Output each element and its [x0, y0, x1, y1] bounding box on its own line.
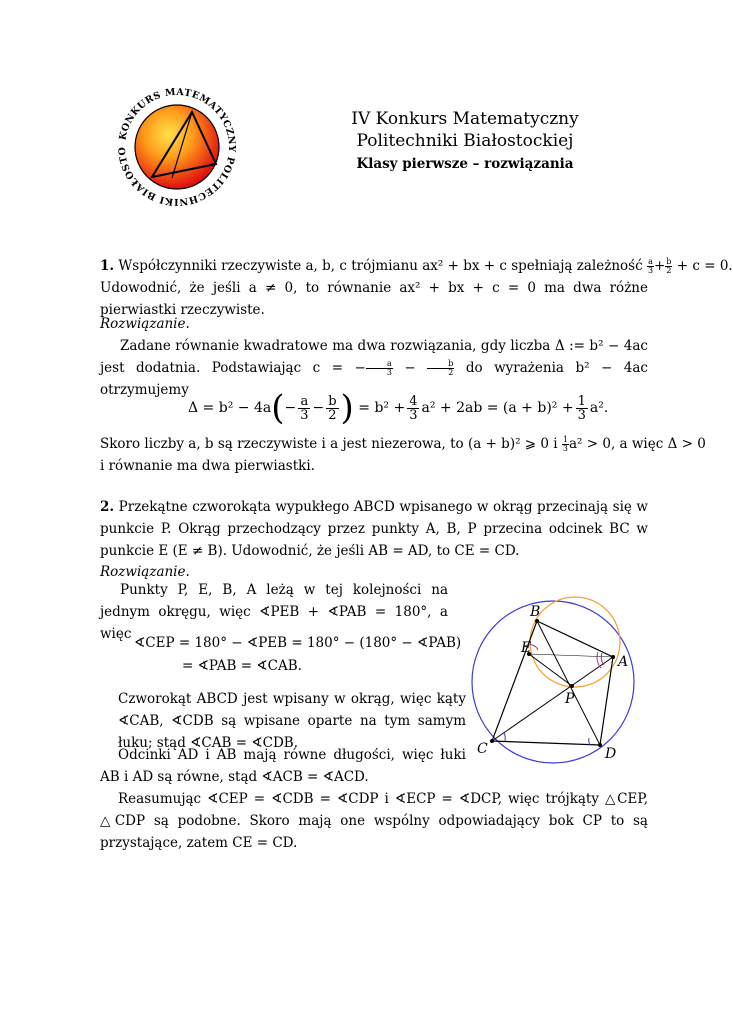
solution-1-paragraph-2: Skoro liczby a, b są rzeczywiste i a jest niezerowa, to (a + b)² ⩾ 0 i $\frac{1}{3}$ a² > 0, a więc Δ > 0 i równanie ma dwa pierwiastki.: [100, 435, 706, 474]
problem-1-text-c: Udowodnić, że jeśli a ≠ 0, to równanie ax² + bx + c = 0 ma dwa różne pierwiastki rzeczywiste.: [100, 280, 648, 318]
label-p: P: [565, 691, 575, 707]
title-line-2: Politechniki Białostockiej: [356, 131, 574, 151]
label-e: E: [521, 640, 532, 656]
diagonal-ac: [492, 657, 613, 741]
solution-2-eq-line-2: = ∢PAB = ∢CAB.: [182, 658, 302, 674]
solution-2-eq-line-1: ∢CEP = 180° − ∢PEB = 180° − (180° − ∢PAB): [134, 635, 462, 651]
problem-1-number: 1.: [100, 258, 115, 274]
competition-logo: [112, 82, 242, 212]
geometry-figure: [465, 590, 660, 780]
label-c: C: [477, 741, 488, 757]
problem-2-number: 2.: [100, 499, 115, 515]
label-a: A: [618, 654, 629, 670]
segment-ep-2: [529, 654, 613, 657]
circle-abp: [530, 597, 620, 687]
solution-1-paragraph-1: Zadane równanie kwadratowe ma dwa rozwiązania, gdy liczba Δ := b² − 4ac jest dodatnia. Podstawiając c = − $\frac{a}{3}$ − $\frac{b}{2}$ do wyrażenia b² − 4ac otrzymujemy: [100, 338, 648, 398]
fraction-b-2: $\frac{b}{2}$: [666, 257, 672, 275]
label-d: D: [605, 746, 617, 762]
title-line-1: IV Konkurs Matematyczny: [351, 109, 579, 129]
display-equation-1: Δ = b² − 4a ( − $\frac{a}{3}$ − $\frac{b}{2}$ ) = b² + $\frac{4}{3}$ a² + 2ab = (a + b)² + $\frac{1}{3}$ a².: [188, 388, 609, 428]
problem-1-text-a: Współczynniki rzeczywiste a, b, c trójmianu ax² + bx + c spełniają zależność: [118, 258, 643, 274]
angle-mark-c: [504, 733, 505, 741]
problem-2-statement: 2. Przekątne czworokąta wypukłego ABCD wpisanego w okrąg przecinają się w punkcie P. Okrąg przechodzący przez punkty A, B, P przecina odcinek BC w punkcie E (E ≠ B). Udowodnić, że jeśli AB = AD, to CE = CD.: [100, 499, 648, 559]
label-b: B: [530, 604, 541, 620]
solution-2-paragraph-1: Punkty P, E, B, A leżą w tej kolejności na jednym okręgu, więc ∢PEB + ∢PAB = 180°, a więc: [100, 582, 448, 642]
solution-2-paragraph-4: Reasumując ∢CEP = ∢CDB = ∢CDP i ∢ECP = ∢DCP, więc trójkąty △CEP, △CDP są podobne. Skoro mają one wspólny odpowiadający bok CP to są przystające, zatem CE = CD.: [100, 791, 648, 851]
solution-label-2: Rozwiązanie.: [100, 564, 190, 580]
solution-2-paragraph-2: Czworokąt ABCD jest wpisany w okrąg, więc kąty ∢CAB, ∢CDB są wpisane oparte na tym samym łuku; stąd ∢CAB = ∢CDB.: [118, 691, 466, 751]
problem-1-text-b: + c = 0.: [676, 258, 733, 274]
logo-text: KONKURS MATEMATYCZNY POLITECHNIKI BIAŁOSTO: [116, 86, 238, 208]
subtitle: Klasy pierwsze – rozwiązania: [356, 156, 574, 172]
fraction-a-3: $\frac{a}{3}$: [647, 257, 654, 275]
angle-mark-d: [589, 738, 590, 745]
solution-label-1: Rozwiązanie.: [100, 316, 190, 332]
problem-1-statement: 1. Współczynniki rzeczywiste a, b, c trójmianu ax² + bx + c spełniają zależność $\frac{a}{3}$ + $\frac{b}{2}$ + c = 0. Udowodnić, że jeśli a ≠ 0, to równanie ax² + bx + c = 0 ma dwa różne pierwiastki rzeczywiste.: [100, 255, 648, 321]
solution-2-paragraph-3: Odcinki AD i AB mają równe długości, więc łuki AB i AD są równe, stąd ∢ACB = ∢ACD.: [100, 747, 466, 785]
segment-ep: [529, 654, 572, 686]
